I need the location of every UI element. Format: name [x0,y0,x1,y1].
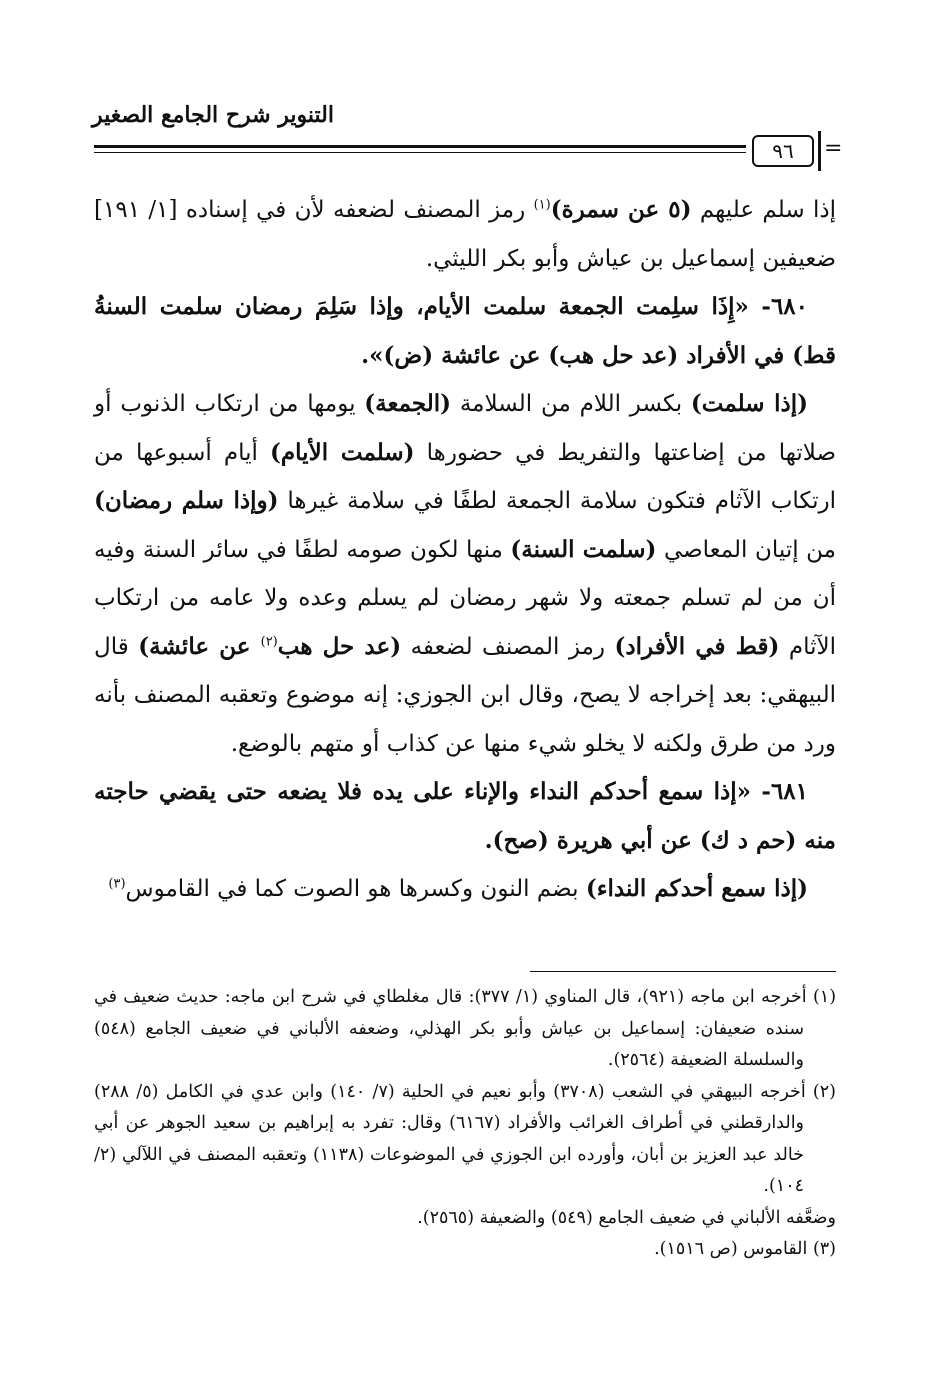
header-equals-mark: = [824,136,843,161]
header-rule [94,145,746,148]
footnote-separator [530,971,836,972]
header-rule-thin [94,152,746,153]
commentary-680: (إذا سلمت) بكسر اللام من السلامة (الجمعة) يومها من ارتكاب الذنوب أو صلاتها من إضاعتها والتفريط في حضورها (سلمت الأيام) أيام أسبوعها من ارتكاب الآثام فتكون سلامة الجمعة لطفًا في سلامة غيرها (وإذا سلم رمضان) من إتيان المعاصي (سلمت السنة) منها لكون صومه لطفًا في سائر السنة وفيه أن من لم تسلم جمعته ولا شهر رمضان لم يسلم وعده ولا عامه من ارتكاب الآثام (قط في الأفراد) رمز المصنف لضعفه (عد حل هب$^{(٢)}$ عن عائشة) قال البيهقي: بعد إخراجه لا يصح، وقال ابن الجوزي: إنه موضوع وتعقبه المصنف بأنه ورد من طرق ولكنه لا يخلو شيء منها عن كذاب أو متهم بالوضع. [94,390,837,757]
paragraph-1: إذا سلم عليهم (٥ عن سمرة)$^{(١)}$ رمز المصنف لضعفه لأن في إسناده [١/ ١٩١] ضعيفين إسماعيل بن عياش وأبو بكر الليثي. [94,196,836,272]
hadith-680: ٦٨٠- «إِذَا سلِمت الجمعة سلمت الأيام، وإذا سَلِمَ رمضان سلمت السنةُ قط) في الأفراد (عد حل هب) عن عائشة (ض)». [94,293,836,369]
footnote-2: (٢) أخرجه البيهقي في الشعب (٣٧٠٨) وأبو نعيم في الحلية (٧/ ١٤٠) وابن عدي في الكامل (٥/ ٢٨٨) والدارقطني في أطراف الغرائب والأفراد (٦١٦٧) وقال: تفرد به إبراهيم بن سعيد الجوهر عن أبي خالد عبد العزيز بن أبان، وأورده ابن الجوزي في الموضوعات (١١٣٨) وتعقبه المصنف في اللآلي (٢/ ١٠٤). [94,1081,836,1196]
page-number: ٩٦ [752,135,814,167]
hadith-681: ٦٨١- «إذا سمع أحدكم النداء والإناء على يده فلا يضعه حتى يقضي حاجته منه (حم د ك) عن أبي هريرة (صح). [94,778,836,854]
main-text [94,186,836,914]
footnote-1: (١) أخرجه ابن ماجه (٩٢١)، قال المناوي (١/ ٣٧٧): قال مغلطاي في شرح ابن ماجه: حديث ضعيف في سنده ضعيفان: إسماعيل بن عياش وأبو بكر الهذلي، وضعفه الألباني في ضعيف الجامع (٥٤٨) والسلسلة الضعيفة (٢٥٦٤). [94,987,837,1070]
running-title: التنوير شرح الجامع الصغير [92,102,334,128]
footnote-3: (٣) القاموس (ص ١٥١٦). [654,1239,836,1259]
footnotes [94,982,836,1266]
commentary-681: (إذا سمع أحدكم النداء) بضم النون وكسرها هو الصوت كما في القاموس$^{(٣)}$ [108,875,808,902]
footnote-ref-1: (١) [533,197,551,213]
footnote-ref-3: (٣) [108,876,126,892]
footnote-2-continuation: وضعَّفه الألباني في ضعيف الجامع (٥٤٩) والضعيفة (٢٥٦٥). [417,1207,836,1228]
footnote-ref-2: (٢) [260,633,278,649]
